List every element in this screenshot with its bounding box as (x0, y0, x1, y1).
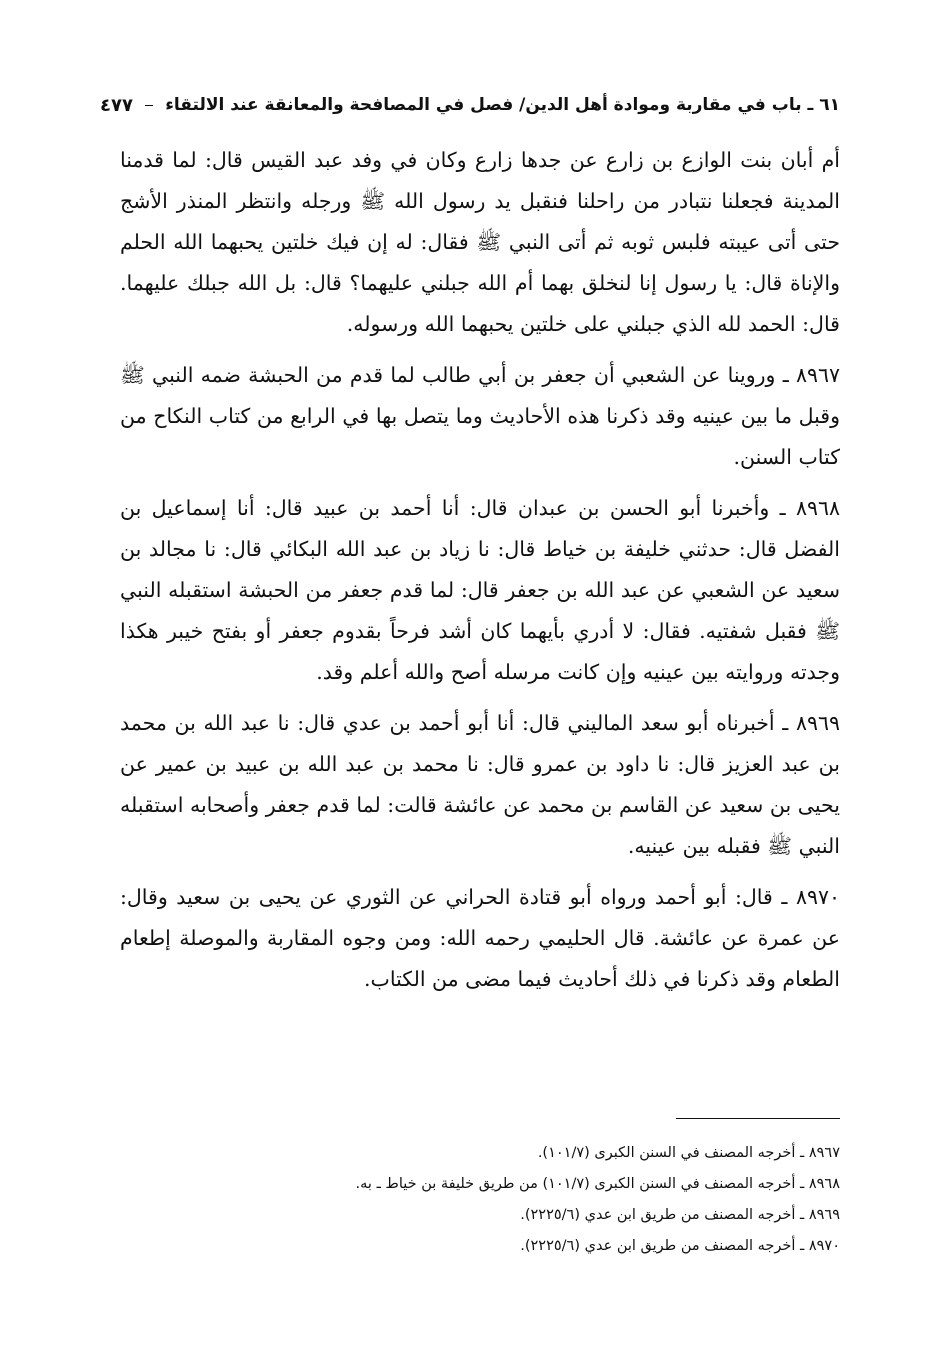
running-header (100, 88, 840, 122)
main-text (120, 140, 840, 1000)
footnote-8969: ٨٩٦٩ ـ أخرجه المصنف من طريق ابن عدي (٢٢٢٥/٦). (520, 1207, 840, 1223)
footnotes (200, 1138, 840, 1262)
footnote-8967: ٨٩٦٧ ـ أخرجه المصنف في السنن الكبرى (١٠١/٧). (537, 1145, 840, 1161)
paragraph-8969: ٨٩٦٩ ـ أخبرناه أبو سعد الماليني قال: أنا أبو أحمد بن عدي قال: نا عبد الله بن محمد بن عبد العزيز قال: نا داود بن عمرو قال: نا محمد بن عبد الله بن عبيد بن عمير عن يحيى بن سعيد عن القاسم بن محمد عن عائشة قالت: لما قدم جعفر وأصحابه استقبله النبي ﷺ فقبله بين عينيه. (120, 711, 840, 858)
paragraph-continuation: أم أبان بنت الوازع بن زارع عن جدها زارع وكان في وفد عبد القيس قال: لما قدمنا المدينة فجعلنا نتبادر من راحلنا فنقبل يد رسول الله ﷺ ورجله وانتظر المنذر الأشج حتى أتى عيبته فلبس ثوبه ثم أتى النبي ﷺ فقال: له إن فيك خلتين يحبهما الله الحلم والإناة قال: يا رسول إنا لنخلق بهما أم الله جبلني عليهما؟ قال: بل الله جبلك عليهما. قال: الحمد لله الذي جبلني على خلتين يحبهما الله ورسوله. (120, 148, 840, 336)
page-number: ٤٧٧ (100, 94, 133, 116)
footnote-8968: ٨٩٦٨ ـ أخرجه المصنف في السنن الكبرى (١٠١/٧) من طريق خليفة بن خياط ـ به. (355, 1176, 840, 1192)
paragraph-8970: ٨٩٧٠ ـ قال: أبو أحمد ورواه أبو قتادة الحراني عن الثوري عن يحيى بن سعيد وقال: عن عمرة عن عائشة. قال الحليمي رحمه الله: ومن وجوه المقاربة والموصلة إطعام الطعام وقد ذكرنا في ذلك أحاديث فيما مضى من الكتاب. (120, 885, 840, 991)
footnote-8970: ٨٩٧٠ ـ أخرجه المصنف من طريق ابن عدي (٢٢٢٥/٦). (520, 1238, 840, 1254)
header-rule (145, 105, 153, 106)
header-title: ٦١ ـ باب في مقاربة وموادة أهل الدين/ فصل في المصافحة والمعانقة عند الالتقاء (165, 95, 840, 115)
paragraph-8967: ٨٩٦٧ ـ وروينا عن الشعبي أن جعفر بن أبي طالب لما قدم من الحبشة ضمه النبي ﷺ وقبل ما بين عينيه وقد ذكرنا هذه الأحاديث وما يتصل بها في الرابع من كتاب النكاح من كتاب السنن. (120, 363, 840, 469)
paragraph-8968: ٨٩٦٨ ـ وأخبرنا أبو الحسن بن عبدان قال: أنا أحمد بن عبيد قال: أنا إسماعيل بن الفضل قال: حدثني خليفة بن خياط قال: نا زياد بن عبد الله البكائي قال: نا مجالد بن سعيد عن الشعبي عن عبد الله بن جعفر قال: لما قدم جعفر من الحبشة استقبله النبي ﷺ فقبل شفتيه. فقال: لا أدري بأيهما كان أشد فرحاً بقدوم جعفر أو بفتح خيبر هكذا وجدته وروايته بين عينيه وإن كانت مرسله أصح والله أعلم وقد. (120, 496, 840, 684)
footnote-separator (676, 1118, 840, 1119)
